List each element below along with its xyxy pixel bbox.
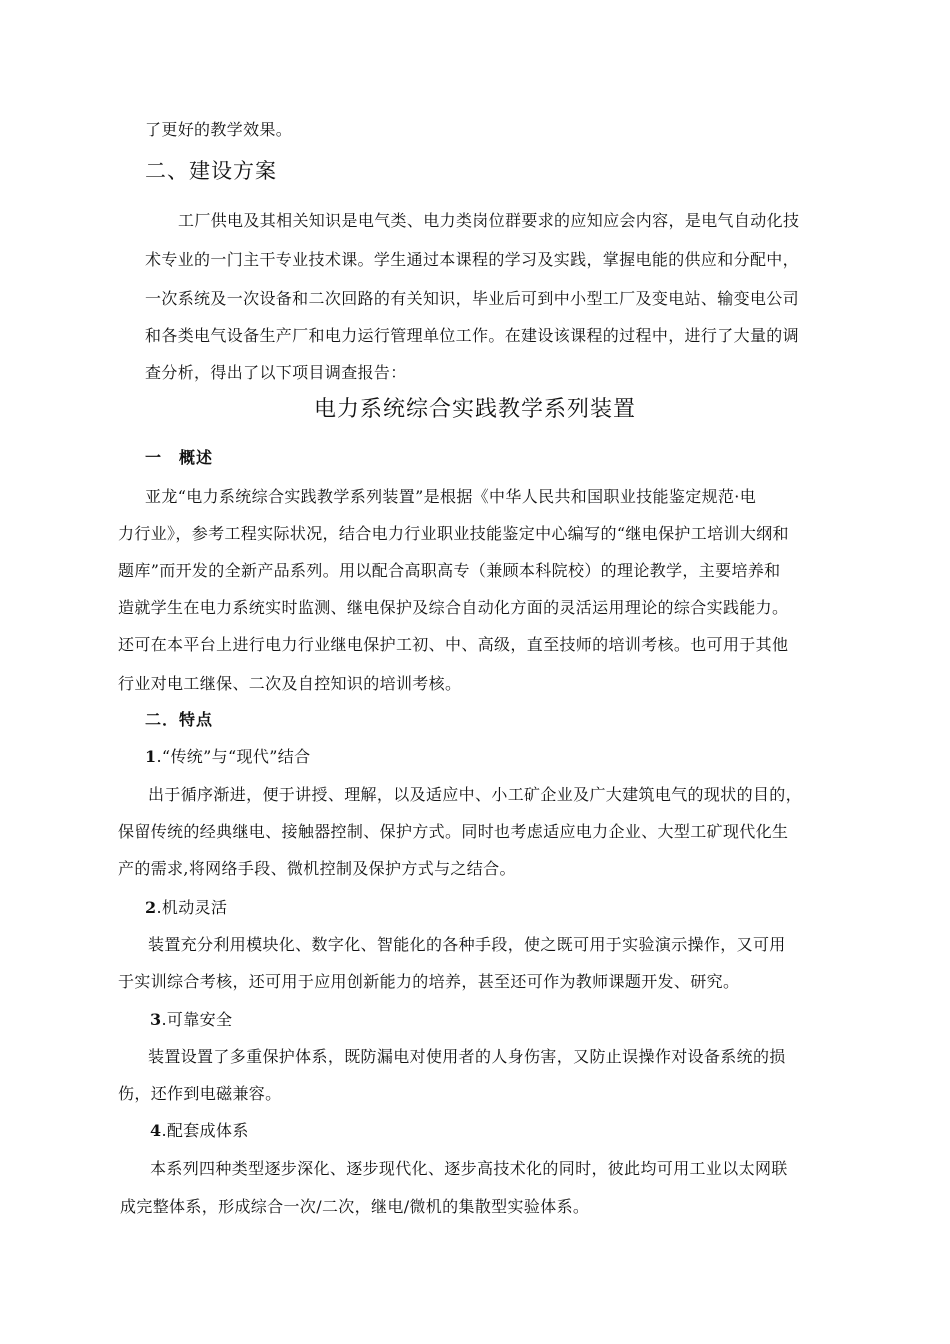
paragraph-line: 装置设置了多重保护体系，既防漏电对使用者的人身伤害，又防止误操作对设备系统的损 xyxy=(148,1047,786,1066)
document-title: 电力系统综合实践教学系列装置 xyxy=(313,397,636,422)
paragraph-line: 装置充分利用模块化、数字化、智能化的各种手段，使之既可用于实验演示操作，又可用 xyxy=(148,935,786,954)
subsection-heading: 一 概述 xyxy=(145,448,214,467)
paragraph-line: 工厂供电及其相关知识是电气类、电力类岗位群要求的应知应会内容，是电气自动化技 xyxy=(178,211,800,230)
feature-number: 2 xyxy=(145,898,157,917)
paragraph-line: 产的需求,将网络手段、微机控制及保护方式与之结合。 xyxy=(118,859,516,878)
paragraph-line: 和各类电气设备生产厂和电力运行管理单位工作。在建设该课程的过程中，进行了大量的调 xyxy=(145,326,800,345)
paragraph-line: 于实训综合考核，还可用于应用创新能力的培养，甚至还可作为教师课题开发、研究。 xyxy=(118,972,740,991)
paragraph-line: 出于循序渐进，便于讲授、理解，以及适应中、小工矿企业及广大建筑电气的现状的目的， xyxy=(148,785,803,804)
feature-number: 4 xyxy=(150,1121,162,1140)
feature-heading xyxy=(145,747,311,767)
paragraph-line: 行业对电工继保、二次及自控知识的培训考核。 xyxy=(118,674,462,693)
subsection-heading: 二．特点 xyxy=(145,710,214,729)
paragraph-line: 还可在本平台上进行电力行业继电保护工初、中、高级，直至技师的培训考核。也可用于其他 xyxy=(118,635,789,654)
paragraph-line: 本系列四种类型逐步深化、逐步现代化、逐步高技术化的同时，彼此均可用工业以太网联 xyxy=(150,1159,788,1178)
paragraph-line: 一次系统及一次设备和二次回路的有关知识，毕业后可到中小型工厂及变电站、输变电公司 xyxy=(145,289,800,308)
feature-title: .“传统”与“现代”结合 xyxy=(156,747,311,766)
feature-number: 1 xyxy=(145,747,157,766)
paragraph-line: 术专业的一门主干专业技术课。学生通过本课程的学习及实践，掌握电能的供应和分配中， xyxy=(145,250,800,269)
paragraph-line: 保留传统的经典继电、接触器控制、保护方式。同时也考虑适应电力企业、大型工矿现代化生 xyxy=(118,822,789,841)
paragraph-line: 伤，还作到电磁兼容。 xyxy=(118,1084,282,1103)
paragraph-line: 造就学生在电力系统实时监测、继电保护及综合自动化方面的灵活运用理论的综合实践能力。 xyxy=(118,598,789,617)
paragraph-line: 查分析，得出了以下项目调查报告： xyxy=(145,363,407,382)
paragraph-line: 题库”而开发的全新产品系列。用以配合高职高专（兼顾本科院校）的理论教学，主要培养和 xyxy=(118,561,781,580)
feature-number: 3 xyxy=(150,1010,162,1029)
feature-title: .可靠安全 xyxy=(161,1010,233,1029)
paragraph-line: 亚龙“电力系统综合实践教学系列装置”是根据《中华人民共和国职业技能鉴定规范·电 xyxy=(145,487,757,506)
feature-title: .配套成体系 xyxy=(161,1121,249,1140)
paragraph-line: 了更好的教学效果。 xyxy=(145,120,293,139)
feature-heading xyxy=(150,1121,249,1141)
paragraph-line: 力行业》，参考工程实际状况，结合电力行业职业技能鉴定中心编写的“继电保护工培训大纲和 xyxy=(118,524,789,543)
feature-title: .机动灵活 xyxy=(156,898,228,917)
paragraph-line: 成完整体系，形成综合一次/二次，继电/微机的集散型实验体系。 xyxy=(120,1197,590,1216)
feature-heading xyxy=(150,1010,232,1030)
feature-heading xyxy=(145,898,227,918)
section-heading: 二、建设方案 xyxy=(145,159,277,183)
